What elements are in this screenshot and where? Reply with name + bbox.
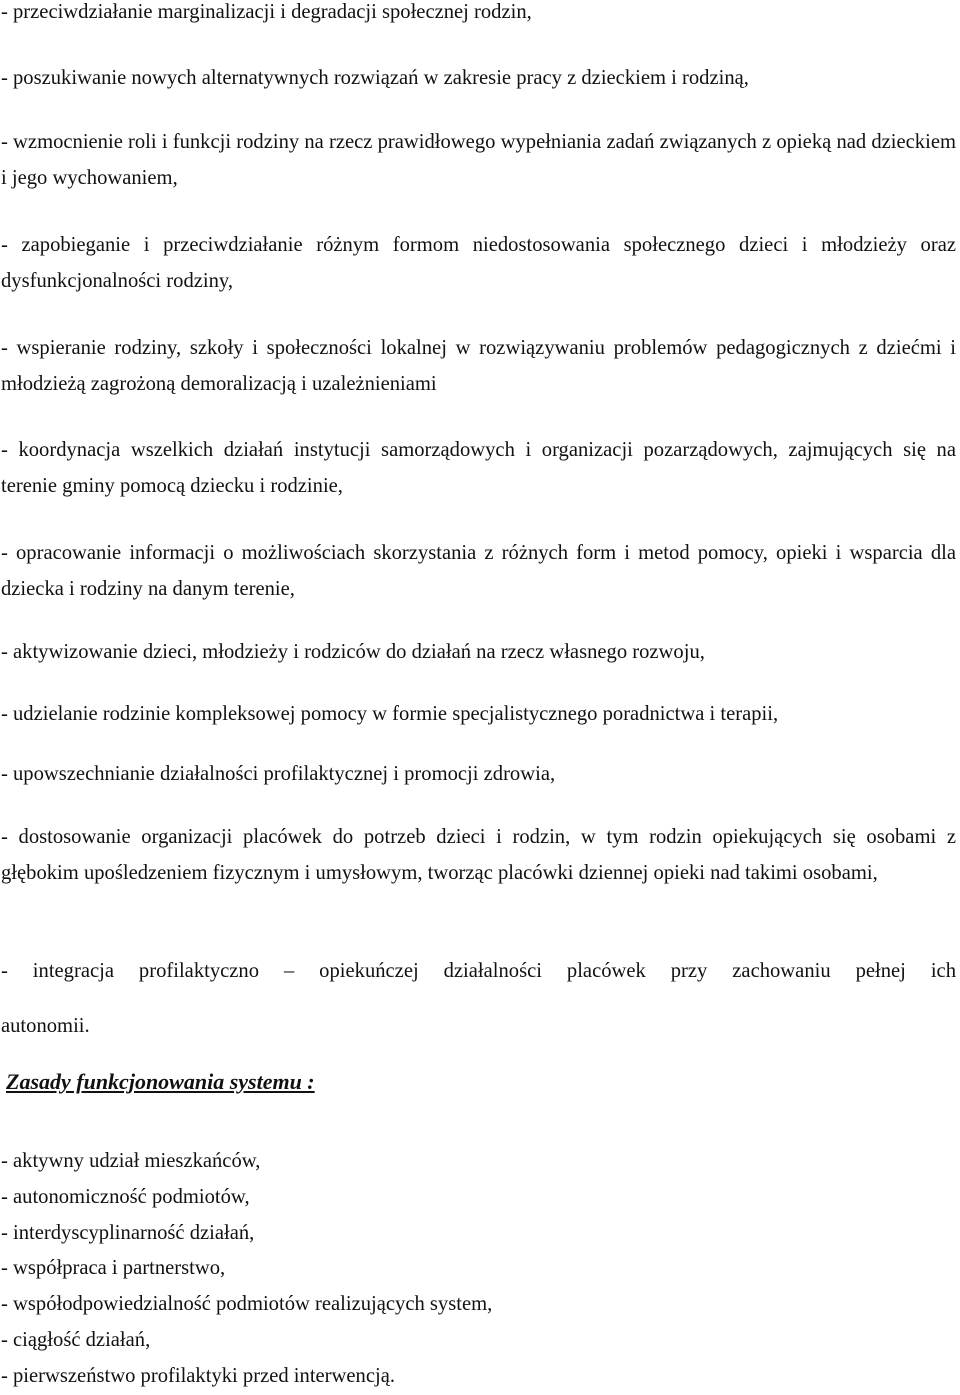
principle-item: - ciągłość działań,	[1, 1328, 151, 1351]
goal-item-4: - zapobieganie i przeciwdziałanie różnym formom niedostosowania społecznego dzieci i młodzieży oraz dysfunkcjonalności rodziny,	[1, 234, 956, 292]
goal-item-5: - wspieranie rodziny, szkoły i społeczności lokalnej w rozwiązywaniu problemów pedagogicznych z dziećmi i młodzieżą zagrożoną demoralizacją i uzależnieniami	[1, 337, 956, 395]
goal-item-12-continuation: autonomii.	[1, 1015, 90, 1037]
goal-item-7: - opracowanie informacji o możliwościach skorzystania z różnych form i metod pomocy, opieki i wsparcia dla dziecka i rodziny na danym terenie,	[1, 542, 956, 600]
goal-item-10: - upowszechnianie działalności profilaktycznej i promocji zdrowia,	[1, 763, 556, 785]
principle-item: - interdyscyplinarność działań,	[1, 1221, 255, 1244]
principle-item: - aktywny udział mieszkańców,	[1, 1150, 261, 1172]
goal-item-3: - wzmocnienie roli i funkcji rodziny na rzecz prawidłowego wypełniania zadań związanych z opieką nad dzieckiem i jego wychowaniem,	[1, 131, 956, 189]
principle-item: - współodpowiedzialność podmiotów realizujących system,	[1, 1293, 493, 1316]
goal-item-8: - aktywizowanie dzieci, młodzieży i rodziców do działań na rzecz własnego rozwoju,	[1, 641, 705, 663]
principles-heading: Zasady funkcjonowania systemu :	[6, 1069, 315, 1094]
goal-item-1: - przeciwdziałanie marginalizacji i degradacji społecznej rodzin,	[1, 1, 532, 23]
goal-item-2: - poszukiwanie nowych alternatywnych rozwiązań w zakresie pracy z dzieckiem i rodziną,	[1, 67, 749, 89]
principle-item: - współpraca i partnerstwo,	[1, 1257, 226, 1280]
goal-item-6: - koordynacja wszelkich działań instytucji samorządowych i organizacji pozarządowych, zajmujących się na terenie gminy pomocą dziecku i rodzinie,	[1, 439, 956, 497]
goal-item-12: - integracja profilaktyczno – opiekuńczej działalności placówek przy zachowaniu pełnej ich	[1, 960, 956, 982]
goal-item-11: - dostosowanie organizacji placówek do potrzeb dzieci i rodzin, w tym rodzin opiekujących się osobami z głębokim upośledzeniem fizycznym i umysłowym, tworząc placówki dziennej opieki nad takimi osobami,	[1, 826, 956, 884]
principle-item: - pierwszeństwo profilaktyki przed interwencją.	[1, 1364, 395, 1387]
principles-list	[1, 1144, 492, 1395]
principle-item: - autonomiczność podmiotów,	[1, 1185, 250, 1208]
goal-item-9: - udzielanie rodzinie kompleksowej pomocy w formie specjalistycznego poradnictwa i terapii,	[1, 703, 779, 725]
